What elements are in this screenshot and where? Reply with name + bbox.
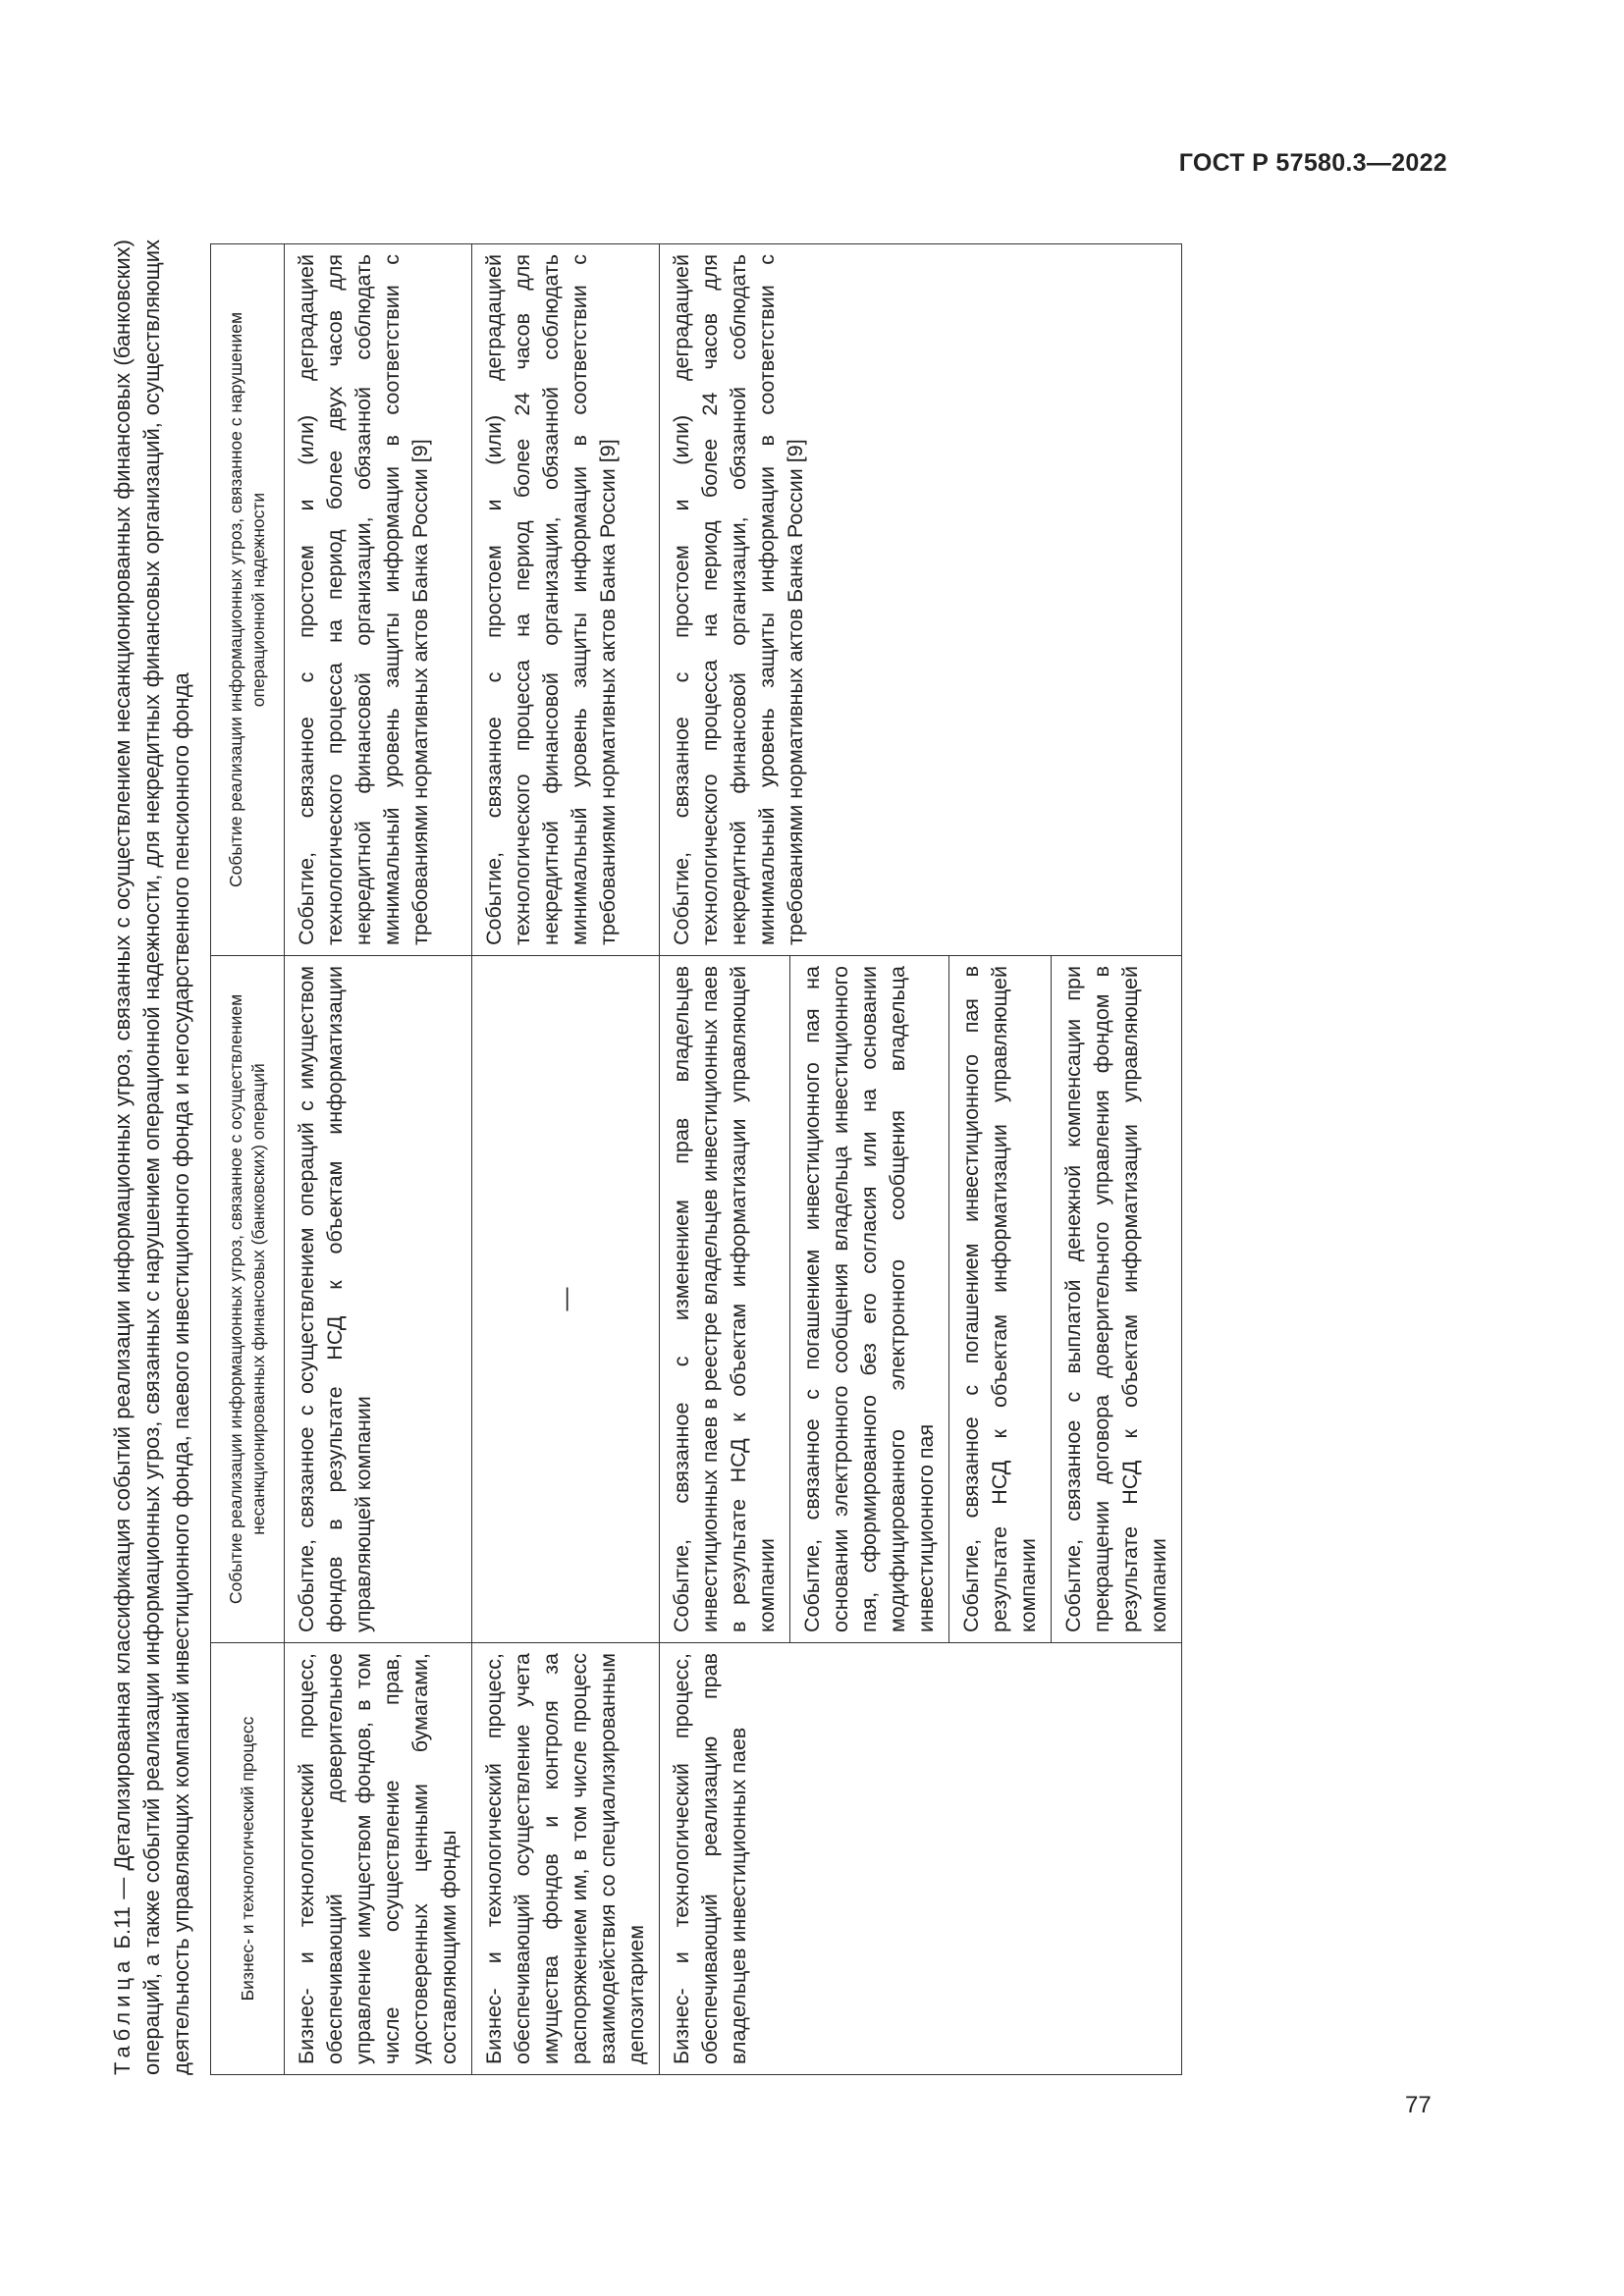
column-header-financial: Событие реализации информационных угроз, связанное с осуществлением несанкционированных финансовых (банковских) операций — [211, 956, 285, 1643]
process-cell: Бизнес- и технологический процесс, обеспечивающий осуществление учета имущества фондов и контроля за распоряжением им, в том числе процесс взаимодействия со специализированным депозитарием — [472, 1643, 660, 2075]
table-row — [285, 244, 472, 2075]
caption-number: Б.11 — [110, 1906, 135, 1956]
financial-event-cell: Событие, связанное с погашением инвестиционного пая на основании электронного сообщения владельца инвестиционного пая, сформированного без его согласия или на основании модифицированного электронного сообщения владельца инвестиционного пая — [790, 956, 949, 1643]
reliability-event-cell: Событие, связанное с простоем и (или) деградацией технологического процесса на период более двух часов для некредитной финансовой организации, обязанной соблюдать минимальный уровень защиты информации в соответствии с требованиями нормативных актов Банка России [9] — [285, 244, 472, 956]
document-header: ГОСТ Р 57580.3—2022 — [1178, 149, 1447, 177]
table-row — [660, 244, 790, 2075]
process-cell: Бизнес- и технологический процесс, обеспечивающий реализацию прав владельцев инвестиционных паев — [660, 1643, 1182, 2075]
financial-event-cell: — — [472, 956, 660, 1643]
classification-table — [210, 243, 1182, 2075]
table-caption — [108, 230, 196, 2075]
page-number: 77 — [1405, 2092, 1432, 2118]
financial-event-cell: Событие, связанное с погашением инвестиционного пая в результате НСД к объектам информатизации управляющей компании — [949, 956, 1052, 1643]
caption-text: — Детализированная классификация событий реализации информационных угроз, связанных с осуществлением несанкционированных финансовых (банковских) операций, а также событий реализации информационных угроз, связанных с нарушением операционной надежности, для некредитных финансовых организаций, осуществляющих деятельность управляющих компаний инвестиционного фонда, паевого инвестиционного фонда и негосударственного пенсионного фонда — [110, 240, 193, 2075]
financial-event-cell: Событие, связанное с осуществлением операций с имуществом фондов в результате НСД к объектам информатизации управляющей компании — [285, 956, 472, 1643]
column-header-process: Бизнес- и технологический процесс — [211, 1643, 285, 2075]
column-header-reliability: Событие реализации информационных угроз, связанное с нарушением операционной надежности — [211, 244, 285, 956]
reliability-event-cell: Событие, связанное с простоем и (или) деградацией технологического процесса на период более 24 часов для некредитной финансовой организации, обязанной соблюдать минимальный уровень защиты информации в соответствии с требованиями нормативных актов Банка России [9] — [660, 244, 1182, 956]
financial-event-cell: Событие, связанное с изменением прав владельцев инвестиционных паев в реестре владельцев инвестиционных паев в результате НСД к объектам информатизации управляющей компании — [660, 956, 790, 1643]
reliability-event-cell: Событие, связанное с простоем и (или) деградацией технологического процесса на период более 24 часов для некредитной финансовой организации, обязанной соблюдать минимальный уровень защиты информации в соответствии с требованиями нормативных актов Банка России [9] — [472, 244, 660, 956]
rotated-table-block — [108, 230, 1335, 2075]
financial-event-cell: Событие, связанное с выплатой денежной компенсации при прекращении договора доверительного управления фондом в результате НСД к объектам информатизации управляющей компании — [1052, 956, 1182, 1643]
process-cell: Бизнес- и технологический процесс, обеспечивающий доверительное управление имуществом фондов, в том числе осуществление прав, удостоверенных ценными бумагами, составляющими фонды — [285, 1643, 472, 2075]
table-header-row — [211, 244, 285, 2075]
table-row — [472, 244, 660, 2075]
caption-label: Таблица — [110, 1955, 135, 2075]
